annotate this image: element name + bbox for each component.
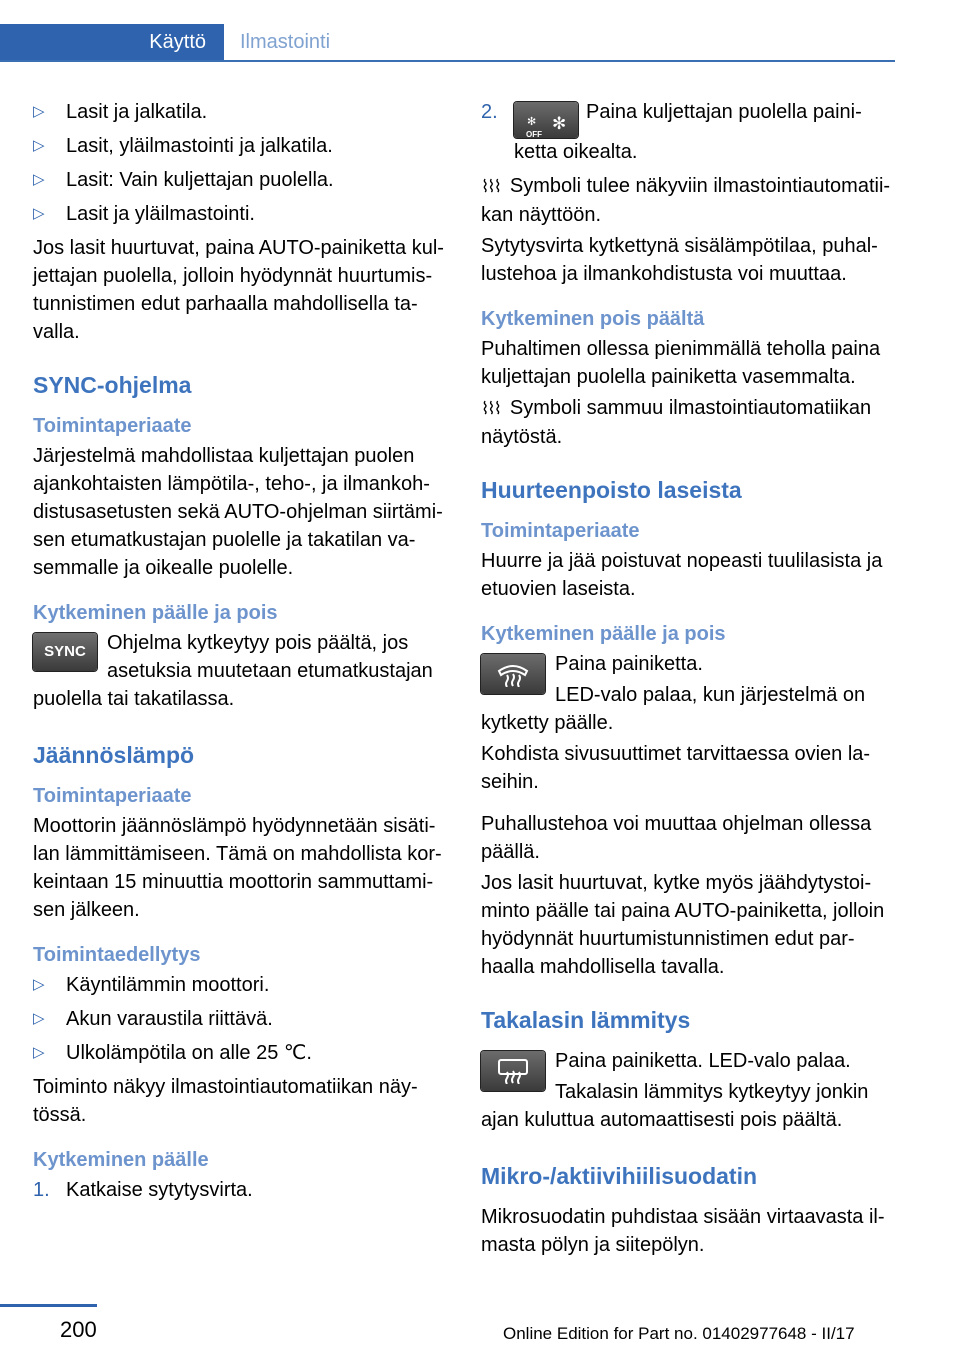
list-item: ▷ Lasit ja yläilmastointi.: [33, 200, 448, 228]
paragraph: Paina painiketta.: [555, 653, 703, 675]
list-item: ▷ Lasit ja jalkatila.: [33, 98, 448, 126]
bullet-triangle-icon: ▷: [33, 103, 45, 120]
paragraph: Kohdista sivusuuttimet tarvittaessa ovien la- seihin.: [481, 743, 871, 793]
paragraph: Moottorin jäännöslämpö hyödynnetään sisäti- lan lämmittämiseen. Tämä on mahdollista kor- keintaan 15 minuuttia moottorin sammuttami- sen jälkeen.: [33, 815, 442, 921]
paragraph: Huurre ja jää poistuvat nopeasti tuulilasista ja etuovien laseista.: [481, 550, 883, 600]
list-item: ▷ Ulkolämpötila on alle 25 ℃.: [33, 1039, 448, 1067]
paragraph: Järjestelmä mahdollistaa kuljettajan puolen ajankohtaisten lämpötila-, teho-, ja ilmankoh- distusasetusten sekä AUTO-ohjelman siirtämi- sen etumatkustajan puolelle ja takatilan va- semmalle ja oikealle puolelle.: [33, 445, 443, 579]
rear-window-heating-button-image: [481, 1051, 545, 1091]
bullet-triangle-icon: ▷: [33, 976, 45, 993]
windshield-defrost-button-image: [481, 654, 545, 694]
section-heading: Mikro-/aktiivihiilisuodatin: [481, 1163, 758, 1189]
subheading: Toimintaedellytys: [33, 944, 201, 966]
subheading: Kytkeminen päälle ja pois: [33, 602, 278, 624]
paragraph: Sytytysvirta kytkettynä sisälämpötilaa, puhal- lustehoa ja ilmankohdistusta voi muuttaa.: [481, 235, 878, 285]
paragraph: ⌇⌇⌇ Symboli tulee näkyviin ilmastointiautomatii- kan näyttöön.: [481, 175, 891, 226]
bullet-triangle-icon: ▷: [33, 171, 45, 188]
bullet-triangle-icon: ▷: [33, 1044, 45, 1061]
sync-button-image: SYNC: [33, 633, 97, 671]
step-number: 2.: [481, 101, 498, 123]
page-header: [0, 0, 895, 62]
airflow-symbol-icon: ⌇⌇⌇: [481, 399, 500, 418]
bullet-triangle-icon: ▷: [33, 205, 45, 222]
subheading: Kytkeminen päälle: [33, 1149, 209, 1171]
section-heading: SYNC-ohjelma: [33, 372, 192, 398]
edition-note: Online Edition for Part no. 01402977648 - II/17: [503, 1324, 855, 1343]
subheading: Kytkeminen pois päältä: [481, 308, 705, 330]
fan-icon: ✻: [527, 116, 537, 128]
paragraph: Jos lasit huurtuvat, kytke myös jäähdytystoi- minto päälle tai paina AUTO-painiketta, jolloin hyödynnät huurtumistunnistimen edut par- haalla mahdollisella tavalla.: [481, 872, 885, 978]
paragraph: Takalasin lämmitys kytkeytyy jonkin ajan kuluttua automaattisesti pois päältä.: [481, 1081, 869, 1131]
subheading: Toimintaperiaate: [33, 415, 192, 437]
paragraph: Mikrosuodatin puhdistaa sisään virtaavasta il- masta pölyn ja siitepölyn.: [481, 1206, 885, 1256]
fan-button-image: ✻ OFF ✻: [514, 102, 578, 138]
numbered-step: 1. Katkaise sytytysvirta.: [33, 1176, 448, 1204]
section-heading: Huurteenpoisto laseista: [481, 477, 742, 503]
paragraph: ⌇⌇⌇ Symboli sammuu ilmastointiautomatiikan näytöstä.: [481, 397, 872, 448]
step-number: 1.: [33, 1179, 50, 1201]
paragraph: Paina painiketta. LED-valo palaa.: [555, 1050, 851, 1072]
tab-ilmastointi: Ilmastointi: [240, 31, 331, 53]
windshield-defrost-icon: [497, 661, 529, 687]
list-item: ▷ Akun varaustila riittävä.: [33, 1005, 448, 1033]
numbered-step: 2. ✻ OFF ✻ Paina kuljettajan puolella paini- ketta oikealta.: [481, 98, 893, 166]
bullet-triangle-icon: ▷: [33, 1010, 45, 1027]
tab-kaytto: Käyttö: [0, 24, 224, 60]
header-rule: [0, 60, 895, 62]
subheading: Toimintaperiaate: [481, 520, 640, 542]
subheading: Kytkeminen päälle ja pois: [481, 623, 726, 645]
bullet-triangle-icon: ▷: [33, 137, 45, 154]
footer-rule: [0, 1304, 97, 1307]
list-item: ▷ Lasit: Vain kuljettajan puolella.: [33, 166, 448, 194]
paragraph: Puhallustehoa voi muuttaa ohjelman ollessa päällä.: [481, 813, 872, 863]
fan-icon: ✻: [552, 114, 567, 133]
paragraph: Puhaltimen ollessa pienimmällä teholla paina kuljettajan puolella painiketta vasemmalta.: [481, 338, 881, 388]
paragraph: Jos lasit huurtuvat, paina AUTO-painiketta kul- jettajan puolella, jolloin hyödynnät huurtumis- tunnistimen edut parhaalla mahdollisella ta- valla.: [33, 237, 444, 343]
list-item: ▷ Lasit, yläilmastointi ja jalkatila.: [33, 132, 448, 160]
list-item: ▷ Käyntilämmin moottori.: [33, 971, 448, 999]
rear-window-heating-icon: [497, 1058, 529, 1084]
paragraph: LED-valo palaa, kun järjestelmä on kytketty päälle.: [481, 684, 866, 734]
airflow-symbol-icon: ⌇⌇⌇: [481, 177, 500, 196]
section-heading: Takalasin lämmitys: [481, 1007, 691, 1033]
paragraph: Toiminto näkyy ilmastointiautomatiikan näy- tössä.: [33, 1076, 418, 1126]
section-heading: Jäännöslämpö: [33, 742, 195, 768]
right-column: [481, 98, 893, 1262]
paragraph: Ohjelma kytkeytyy pois päältä, jos asetuksia muutetaan etumatkustajan puolella tai takatilassa.: [33, 632, 433, 710]
page-number: 200: [60, 1317, 97, 1342]
subheading: Toimintaperiaate: [33, 785, 192, 807]
left-column: [33, 98, 448, 1204]
